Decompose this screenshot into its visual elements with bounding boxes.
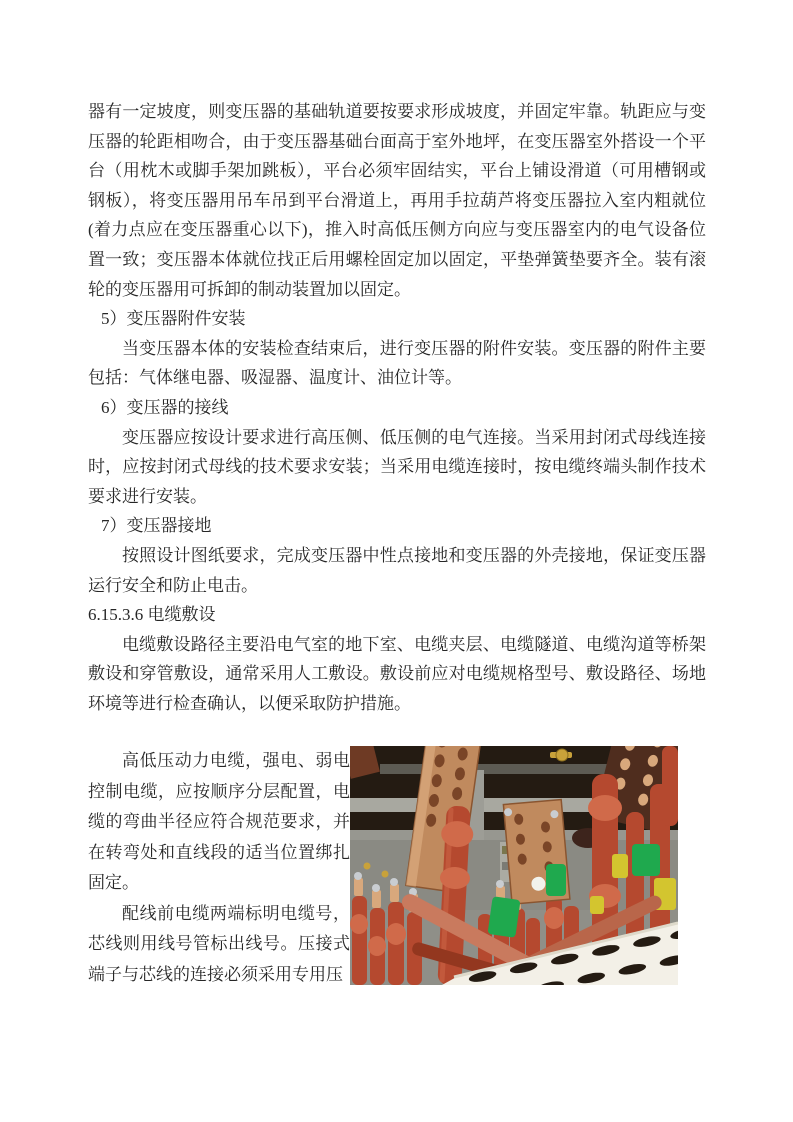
cable-photo-illustration: [350, 746, 678, 985]
paragraph-truncated: 配线前电缆两端标明电缆号，芯线则用线号管标出线号。压接式端子与芯线的连接必须采用专用压: [88, 903, 350, 984]
list-item-5: 5）变压器附件安装: [101, 309, 246, 329]
section-heading: 6.15.3.6 电缆敷设: [88, 605, 216, 625]
list-item-6: 6）变压器的接线: [101, 397, 229, 417]
paragraph: 变压器应按设计要求进行高压侧、低压侧的电气连接。当采用封闭式母线连接时，应按封闭式母线的技术要求安装；当采用电缆连接时，按电缆终端头制作技术要求进行安装。: [88, 427, 706, 506]
list-item-7: 7）变压器接地: [101, 516, 212, 536]
paragraph: 电缆敷设路径主要沿电气室的地下室、电缆夹层、电缆隧道、电缆沟道等桥架敷设和穿管敷设，通常采用人工敷设。敷设前应对电缆规格型号、敷设路径、场地环境等进行检查确认，以便采取防护措施。: [88, 634, 706, 713]
paragraph-continuation: 器有一定坡度，则变压器的基础轨道要按要求形成坡度，并固定牢靠。轨距应与变压器的轮距相吻合，由于变压器基础台面高于室外地坪，在变压器室外搭设一个平台（用枕木或脚手架加跳板），平台必须牢固结实，平台上铺设滑道（可用槽钢或钢板），将变压器用吊车吊到平台滑道上，再用手拉葫芦将变压器拉入室内粗就位(着力点应在变压器重心以下)，推入时高低压侧方向应与变压器室内的电气设备位置一致；变压器本体就位找正后用螺栓固定加以固定，平垫弹簧垫要齐全。装有滚轮的变压器用可拆卸的制动装置加以固定。: [88, 102, 706, 299]
figure-side-text: [88, 746, 350, 990]
paragraph: 高低压动力电缆，强电、弱电控制电缆，应按顺序分层配置，电缆的弯曲半径应符合规范要求，并在转弯处和直线段的适当位置绑扎固定。: [88, 751, 350, 893]
paragraph: 按照设计图纸要求，完成变压器中性点接地和变压器的外壳接地，保证变压器运行安全和防止电击。: [88, 545, 706, 595]
cable-installation-photo: [350, 746, 678, 985]
figure-row: [88, 746, 706, 990]
document-body: [88, 97, 706, 990]
paragraph: 当变压器本体的安装检查结束后，进行变压器的附件安装。变压器的附件主要包括：气体继电器、吸湿器、温度计、油位计等。: [88, 338, 706, 388]
